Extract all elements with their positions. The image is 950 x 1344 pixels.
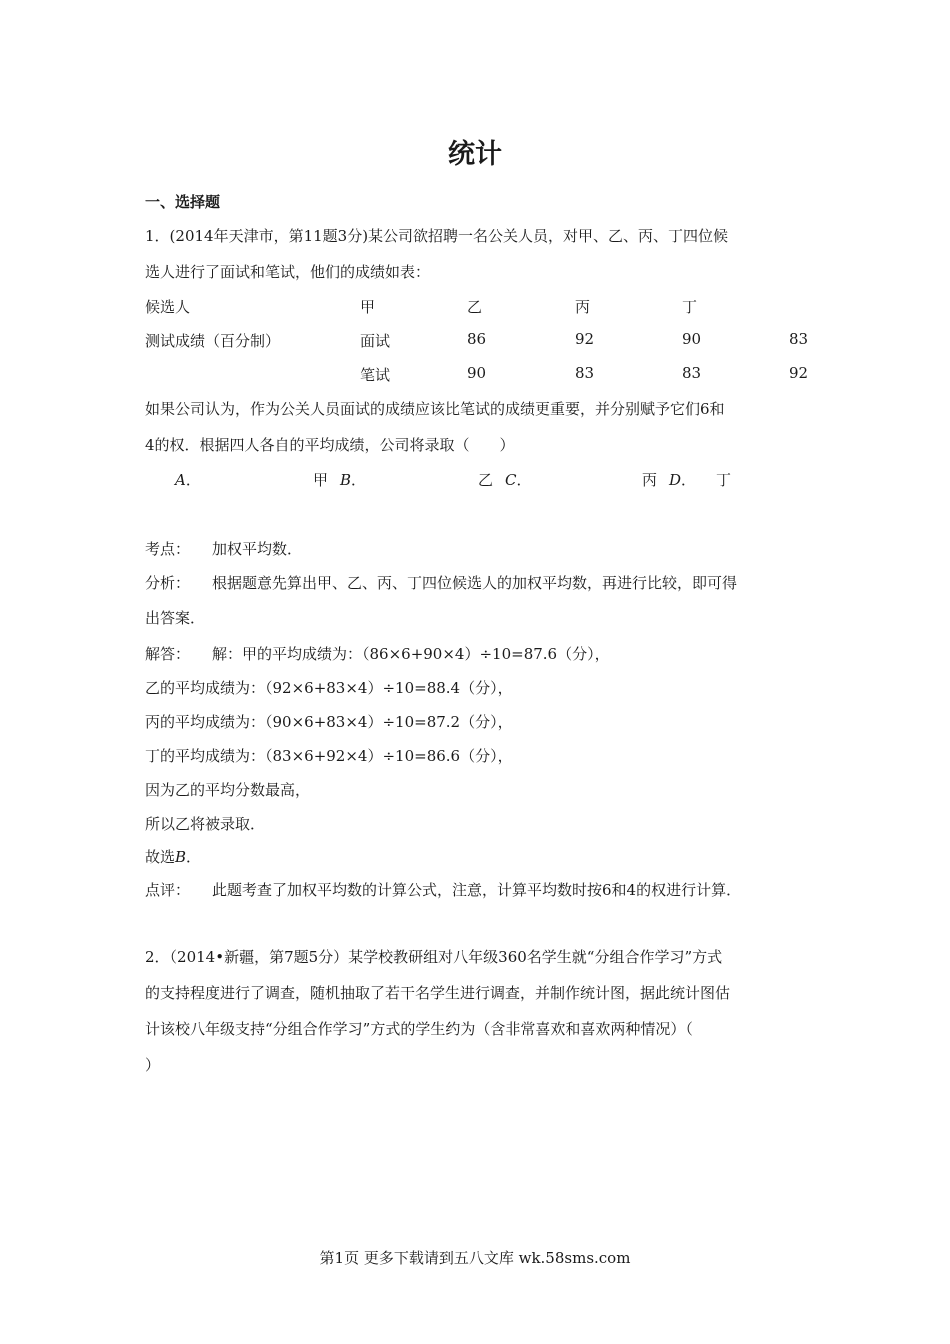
- table-header-label: 候选人: [145, 298, 191, 316]
- dianping-label: 点评：: [145, 881, 191, 899]
- fenxi-text: 根据题意先算出甲、乙、丙、丁四位候选人的加权平均数，再进行比较，即可得: [212, 574, 738, 592]
- q1-line4: 4的权．根据四人各自的平均成绩，公司将录取（ ）: [145, 436, 515, 454]
- candidate-1: 乙: [467, 298, 483, 316]
- jieda-line: 丙的平均成绩为：（90×6+83×4）÷10=87.2（分），: [145, 713, 513, 731]
- table-row-label: 测试成绩（百分制）: [145, 332, 281, 350]
- option-d: D．: [669, 471, 697, 489]
- q2-line1: 2．（2014•新疆，第7题5分）某学校教研组对八年级360名学生就“分组合作学习”方式: [145, 948, 723, 966]
- written-label: 笔试: [360, 366, 391, 384]
- jieda-line: 乙的平均成绩为：（92×6+83×4）÷10=88.4（分），: [145, 679, 513, 697]
- fenxi-label: 分析：: [145, 574, 191, 592]
- option-b: B．: [340, 471, 367, 489]
- answer-line: 故选B．: [145, 848, 202, 866]
- page-footer: 第1页 更多下载请到五八文库 wk.58sms.com: [319, 1249, 631, 1267]
- candidate-0: 甲: [360, 298, 376, 316]
- dianping-text: 此题考查了加权平均数的计算公式，注意，计算平均数时按6和4的权进行计算．: [212, 881, 742, 899]
- candidate-3: 丁: [682, 298, 698, 316]
- option-c: C．: [505, 471, 532, 489]
- jieda-line: 所以乙将被录取．: [145, 815, 266, 833]
- written-score: 83: [682, 364, 702, 382]
- interview-score: 86: [467, 330, 487, 348]
- written-score: 90: [467, 364, 487, 382]
- written-score: 92: [789, 364, 809, 382]
- page-title: 统计: [448, 139, 502, 170]
- fenxi-text-cont: 出答案．: [145, 609, 206, 627]
- candidate-2: 丙: [575, 298, 591, 316]
- jieda-label: 解答：: [145, 645, 191, 663]
- interview-score: 90: [682, 330, 702, 348]
- option-c-text: 丙: [642, 471, 658, 489]
- section-heading: 一、选择题: [145, 193, 221, 211]
- q2-line2: 的支持程度进行了调查，随机抽取了若干名学生进行调查，并制作统计图，据此统计图估: [145, 984, 731, 1002]
- interview-label: 面试: [360, 332, 391, 350]
- jieda-line: 解：甲的平均成绩为：（86×6+90×4）÷10=87.6（分），: [212, 645, 610, 663]
- q2-line3: 计该校八年级支持“分组合作学习”方式的学生约为（含非常喜欢和喜欢两种情况）（: [145, 1020, 693, 1038]
- kaodian-label: 考点：: [145, 540, 191, 558]
- jieda-line: 因为乙的平均分数最高，: [145, 781, 311, 799]
- jieda-line: 丁的平均成绩为：（83×6+92×4）÷10=86.6（分），: [145, 747, 513, 765]
- q1-line3: 如果公司认为，作为公关人员面试的成绩应该比笔试的成绩更重要，并分别赋予它们6和: [145, 400, 725, 418]
- option-d-text: 丁: [716, 471, 732, 489]
- q1-line1: 1．(2014年天津市，第11题3分)某公司欲招聘一名公关人员，对甲、乙、丙、丁四位候: [145, 227, 729, 245]
- option-a-text: 甲: [313, 471, 329, 489]
- q1-line2: 选人进行了面试和笔试，他们的成绩如表：: [145, 263, 431, 281]
- interview-score: 83: [789, 330, 809, 348]
- option-b-text: 乙: [478, 471, 494, 489]
- kaodian-text: 加权平均数．: [212, 540, 303, 558]
- written-score: 83: [575, 364, 595, 382]
- interview-score: 92: [575, 330, 595, 348]
- option-a: A．: [175, 471, 201, 489]
- q2-line4: ）: [145, 1056, 161, 1074]
